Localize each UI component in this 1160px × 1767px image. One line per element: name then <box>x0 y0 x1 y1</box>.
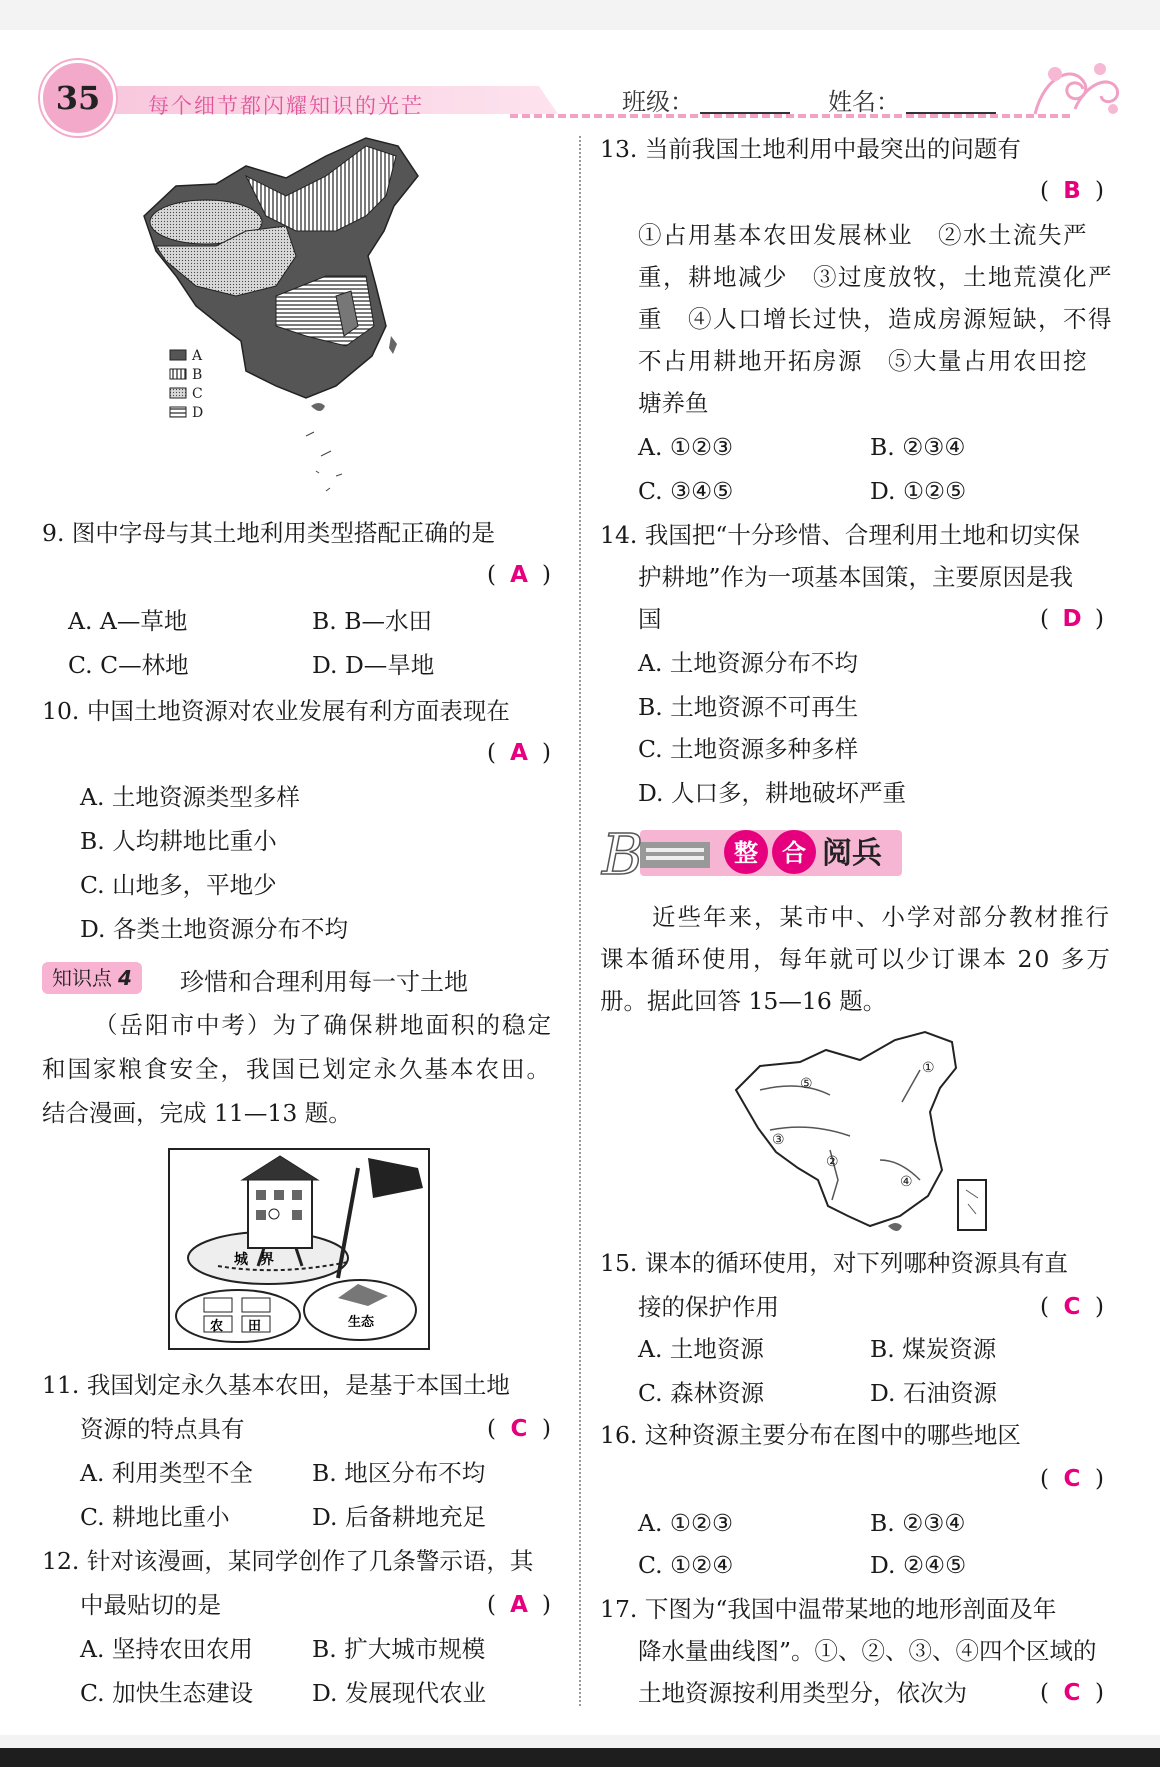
q10-answer-letter: A <box>510 740 528 766</box>
q12-option: C. 加快生态建设 <box>80 1679 254 1707</box>
q13-body-line: 不占用耕地开拓房源 ⑤大量占用农田挖 <box>638 347 1088 375</box>
q9-option: B. B—水田 <box>312 607 432 635</box>
q9-option: D. D—旱地 <box>312 651 435 679</box>
section-header <box>600 814 910 884</box>
q11-option: C. 耕地比重小 <box>80 1503 230 1531</box>
q12-option: B. 扩大城市规模 <box>312 1635 486 1663</box>
q10-option: D. 各类土地资源分布不均 <box>80 915 348 943</box>
q15-option: C. 森林资源 <box>638 1379 765 1407</box>
q12-stem-cont: 中最贴切的是 <box>80 1591 221 1619</box>
q13-option: C. ③④⑤ <box>638 477 734 505</box>
page-header <box>40 54 1125 124</box>
q14-answer-letter: D <box>1062 606 1082 632</box>
q9-option: C. C—林地 <box>68 651 189 679</box>
q16-option: C. ①②④ <box>638 1551 734 1579</box>
section-char-1: 整 <box>734 839 758 867</box>
map-marker: ② <box>826 1154 839 1170</box>
q14-option: D. 人口多，耕地破坏严重 <box>638 779 906 807</box>
q11-answer: ( C ) <box>487 1416 551 1442</box>
q12-stem: 12. 针对该漫画，某同学创作了几条警示语，其 <box>42 1547 534 1575</box>
knowledge-point-title: 珍惜和合理利用每一寸土地 <box>180 968 468 996</box>
q14-option: C. 土地资源多种多样 <box>638 735 859 763</box>
q14-option: A. 土地资源分布不均 <box>638 649 858 677</box>
name-blank <box>906 112 996 114</box>
q15-answer: ( C ) <box>1040 1294 1104 1320</box>
cartoon-label-eco: 生态 <box>348 1315 375 1330</box>
q14-option: B. 土地资源不可再生 <box>638 693 859 721</box>
q16-answer-letter: C <box>1063 1466 1081 1492</box>
q17-answer-letter: C <box>1063 1680 1081 1706</box>
q10-option: C. 山地多，平地少 <box>80 871 277 899</box>
q16-option: B. ②③④ <box>870 1509 966 1537</box>
legend-label: C <box>192 386 203 402</box>
q16-option: A. ①②③ <box>638 1509 734 1537</box>
q13-option: D. ①②⑤ <box>870 477 967 505</box>
q15-stem-cont: 接的保护作用 <box>638 1293 779 1321</box>
intro-line: 和国家粮食安全，我国已划定永久基本农田。 <box>42 1055 552 1083</box>
q14-stem-cont: 护耕地”作为一项基本国策，主要原因是我 <box>638 563 1074 591</box>
q17-stem-cont: 土地资源按利用类型分，依次为 <box>638 1679 967 1707</box>
section-letter: B <box>602 823 644 884</box>
q9-answer-letter: A <box>510 562 528 588</box>
q15-answer-letter: C <box>1063 1294 1081 1320</box>
q11-stem-cont: 资源的特点具有 <box>80 1415 245 1443</box>
intro-line: （岳阳市中考）为了确保耕地面积的稳定 <box>94 1011 553 1039</box>
farmland-cartoon <box>168 1148 430 1350</box>
intro-line: 结合漫画，完成 11—13 题。 <box>42 1099 352 1127</box>
land-use-map <box>136 136 466 498</box>
map-marker: ⑤ <box>800 1076 813 1092</box>
legend-label: B <box>192 367 203 383</box>
q16-stem: 16. 这种资源主要分布在图中的哪些地区 <box>600 1421 1021 1449</box>
class-field <box>622 82 790 117</box>
q9-answer: ( A ) <box>487 562 551 588</box>
q12-option: A. 坚持农田农用 <box>80 1635 253 1663</box>
intro-line: 近些年来，某市中、小学对部分教材推行 <box>652 903 1111 931</box>
q13-option: B. ②③④ <box>870 433 966 461</box>
q16-option: D. ②④⑤ <box>870 1551 967 1579</box>
class-blank <box>700 112 790 114</box>
section-header-graphic <box>600 814 910 884</box>
q15-option: D. 石油资源 <box>870 1379 997 1407</box>
q9-option: A. A—草地 <box>68 607 188 635</box>
resource-region-map <box>730 1030 990 1235</box>
cartoon-label-farm2: 田 <box>248 1319 262 1334</box>
map-marker: ① <box>922 1060 935 1076</box>
q14-stem-cont: 国 <box>638 605 662 633</box>
q13-body-line: 重 ④人口增长过快，造成房源短缺，不得 <box>638 305 1113 333</box>
name-field <box>828 82 996 117</box>
q11-stem: 11. 我国划定永久基本农田，是基于本国土地 <box>42 1371 510 1399</box>
column-divider <box>579 136 581 1706</box>
q13-body-line: 塘养鱼 <box>638 389 709 417</box>
intro-line: 课本循环使用，每年就可以少订课本 20 多万 <box>600 945 1112 973</box>
q11-answer-letter: C <box>510 1416 528 1442</box>
kp-badge-label: 知识点 <box>52 966 112 990</box>
q13-answer: ( B ) <box>1040 178 1104 204</box>
page-number: 35 <box>40 60 116 136</box>
q10-option: A. 土地资源类型多样 <box>80 783 300 811</box>
q13-body-line: ①占用基本农田发展林业 ②水土流失严 <box>638 221 1088 249</box>
q15-stem: 15. 课本的循环使用，对下列哪种资源具有直 <box>600 1249 1068 1277</box>
cartoon-label-farm1: 农 <box>210 1319 224 1334</box>
cartoon-label-city: 城 <box>234 1252 248 1268</box>
intro-line: 册。据此回答 15—16 题。 <box>600 987 887 1015</box>
q13-answer-letter: B <box>1063 178 1081 204</box>
cartoon-label-border: 界 <box>260 1252 274 1268</box>
section-title: 阅兵 <box>822 836 882 871</box>
q17-stem-cont: 降水量曲线图”。①、②、③、④四个区域的 <box>638 1637 1097 1665</box>
q16-answer: ( C ) <box>1040 1466 1104 1492</box>
map-marker: ③ <box>772 1132 785 1148</box>
bottom-bar <box>0 1748 1160 1767</box>
q15-option: B. 煤炭资源 <box>870 1335 997 1363</box>
map-marker: ④ <box>900 1174 913 1190</box>
q11-option: B. 地区分布不均 <box>312 1459 486 1487</box>
q10-answer: ( A ) <box>487 740 551 766</box>
knowledge-point-badge <box>42 962 142 994</box>
kp-number: 4 <box>118 966 132 990</box>
q15-option: A. 土地资源 <box>638 1335 764 1363</box>
legend-label: A <box>192 348 203 364</box>
legend-label: D <box>192 405 204 421</box>
q12-answer: ( A ) <box>487 1592 551 1618</box>
header-slogan: 每个细节都闪耀知识的光芒 <box>148 94 424 118</box>
q14-stem: 14. 我国把“十分珍惜、合理利用土地和切实保 <box>600 521 1080 549</box>
section-char-2: 合 <box>782 839 806 867</box>
class-label: 班级： <box>622 88 694 116</box>
q17-stem: 17. 下图为“我国中温带某地的地形剖面及年 <box>600 1595 1057 1623</box>
q17-answer: ( C ) <box>1040 1680 1104 1706</box>
q9-stem: 9. 图中字母与其土地利用类型搭配正确的是 <box>42 519 495 547</box>
q12-option: D. 发展现代农业 <box>312 1679 486 1707</box>
floral-ornament-icon <box>1025 54 1125 124</box>
name-label: 姓名： <box>828 88 900 116</box>
q10-stem: 10. 中国土地资源对农业发展有利方面表现在 <box>42 697 510 725</box>
q13-stem: 13. 当前我国土地利用中最突出的问题有 <box>600 135 1021 163</box>
q13-body-line: 重，耕地减少 ③过度放牧，土地荒漠化严 <box>638 263 1113 291</box>
q11-option: A. 利用类型不全 <box>80 1459 253 1487</box>
q11-option: D. 后备耕地充足 <box>312 1503 486 1531</box>
q10-option: B. 人均耕地比重小 <box>80 827 277 855</box>
q12-answer-letter: A <box>510 1592 528 1618</box>
q13-option: A. ①②③ <box>638 433 734 461</box>
q14-answer: ( D ) <box>1040 606 1104 632</box>
